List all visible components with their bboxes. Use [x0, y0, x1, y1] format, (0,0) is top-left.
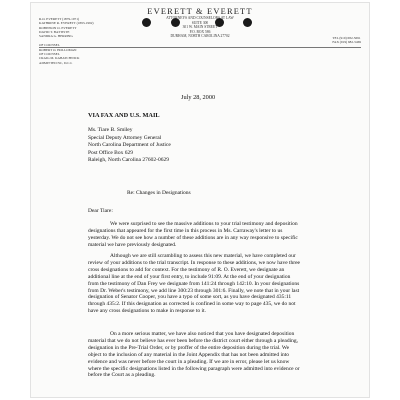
paragraph-line: We were surprised to see the massive additions to your trial testimony and deposition: [110, 221, 298, 227]
paragraph-line: where the specific designations listed in the following paragraph were admitted into evidence or: [88, 365, 300, 372]
paragraph: [88, 253, 338, 315]
recipient-line: Post Office Box 629: [88, 149, 133, 156]
paragraph-line: before the Court as a pleading.: [88, 372, 156, 379]
paragraph: [88, 331, 338, 379]
attorney-list: [39, 17, 94, 65]
paragraph-line: cross designations to add for context. For the testimony of R. O. Everett, we designate an: [88, 266, 285, 273]
letter-date: July 28, 2000: [181, 94, 216, 101]
address-line: P.O. BOX 586: [189, 29, 211, 34]
of-counsel-label: OF COUNSEL: [39, 43, 60, 48]
fax-number: FAX (919) 682-5469: [332, 40, 361, 45]
paragraph-line: have any cross designations to make in response to it.: [88, 308, 206, 315]
attorney-name: ROBINSON O. EVERETT: [39, 25, 77, 30]
paragraph-line: designation of Senator Cooper, you have a typo of some sort, as you have designated 435:11: [88, 294, 292, 301]
attorney-name: CRAIG M. KABATCHNICK: [39, 56, 80, 61]
paragraph-line: material we have previously designated.: [88, 241, 177, 248]
firm-name: EVERETT & EVERETT: [147, 7, 253, 16]
paragraph-line: Although we are still scrambling to assess this new material, we have completed our: [110, 253, 296, 259]
attorney-name: R.O. EVERETT (1879-1971): [39, 17, 80, 21]
attorney-name: SANDRA G. HERRING: [39, 34, 73, 39]
recipient-line: Ms. Tiare B. Smiley: [88, 127, 133, 133]
phone-number: TEL (919) 682-5691: [332, 36, 361, 40]
salutation: Dear Tiare:: [88, 208, 113, 214]
of-counsel-label: OF COUNSEL: [39, 52, 60, 57]
paragraph-line: through 435:2. If this designation as corrected is confined in some way to page 435, we do not: [88, 301, 296, 308]
address-line: 301 W. MAIN STREET: [182, 25, 218, 30]
recipient-line: Raleigh, North Carolina 27602-0629: [88, 157, 169, 164]
recipient-line: Special Deputy Attorney General: [88, 134, 162, 141]
firm-subtitle: ATTORNEYS AND COUNSELORS AT LAW: [166, 16, 234, 20]
paragraph: [88, 221, 338, 249]
paragraph-line: designation in the Pre-Trial Order, or by proffer of the entire deposition during the trial. We: [88, 344, 290, 351]
attorney-name: KATHRINE R. EVERETT (1893-1992): [39, 21, 94, 26]
paragraph-line: additional line at the end of your first entry, to include 91:09. At the end of your designation: [88, 273, 291, 280]
letterhead-divider: [39, 47, 361, 48]
letter-page: [31, 3, 369, 397]
attorney-name: ROBERT O. HOLLOMAN: [39, 47, 77, 52]
recipient-address: [88, 127, 171, 165]
paragraph-line: review of your additions to the trial transcript. In response to these additions, we now have three: [88, 259, 300, 266]
attorney-note: ADMITTED NC, D.C.I.: [39, 60, 73, 65]
paragraph-line: material that we do not believe has ever been before the district court either through a pleading,: [88, 337, 298, 344]
recipient-line: North Carolina Department of Justice: [88, 142, 171, 149]
delivery-method: VIA FAX AND U.S. MAIL: [88, 112, 160, 119]
address-line: DURHAM, NORTH CAROLINA 27702: [170, 34, 230, 39]
contact-numbers: [332, 36, 361, 45]
paragraph-line: object to the inclusion of any material in the Joint Appendix that has not been admitted into: [88, 351, 290, 358]
address-line: SUITE 300: [191, 20, 209, 25]
paragraph-line: On a more serious matter, we have also noticed that you have designated deposition: [110, 331, 295, 337]
paragraph-line: from the testimony of Dan Frey we designate from 141:24 through 142:10. In your designations: [88, 280, 300, 287]
paragraph-line: designations that appeared for the first time in this process in Ms. Carraway's letter to us: [88, 227, 283, 234]
paragraph-line: yesterday. We do not see how a number of these additions are in any way responsive to specific: [88, 234, 298, 241]
attorney-name: DAVID T. BATTISTE: [39, 29, 70, 34]
paragraph-line: evidence and was never before the court in a pleading. If we are in error, please let us know: [88, 358, 290, 365]
paragraph-line: from Dr. Weber's testimony, we add line 300:23 through 301:6. Finally, we note that in your last: [88, 287, 300, 294]
subject-line: Re: Changes in Designations: [127, 190, 191, 196]
